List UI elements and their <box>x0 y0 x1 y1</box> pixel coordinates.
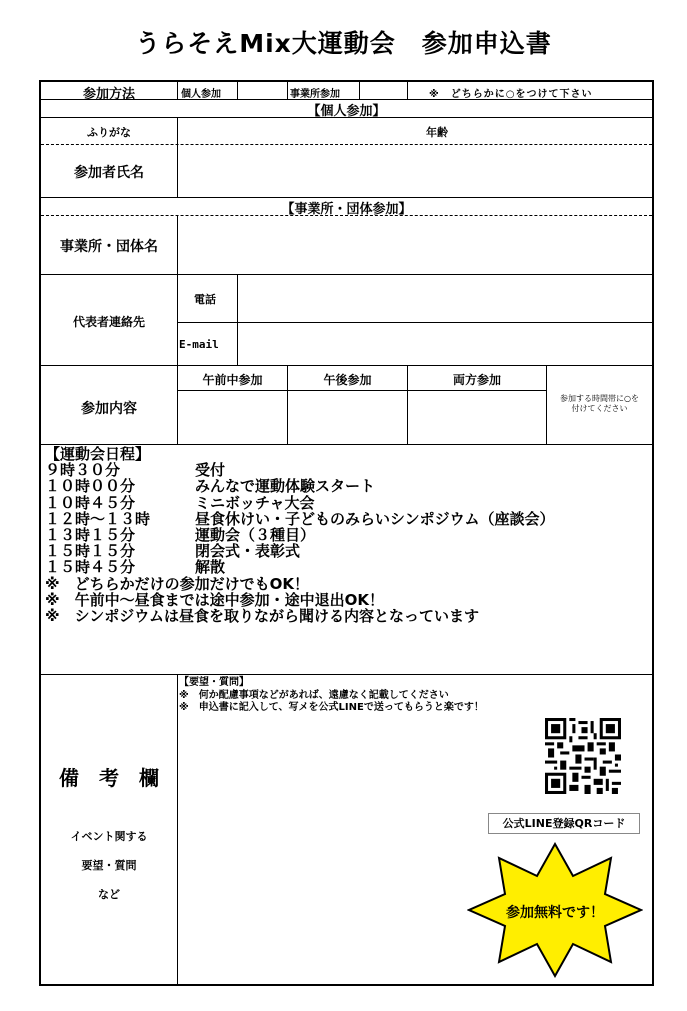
schedule-note: ※ 午前中～昼食までは途中参加・途中退出OK！ <box>45 590 384 609</box>
remarks-notes <box>179 677 484 715</box>
afternoon-label: 午後参加 <box>323 373 372 387</box>
participation-hint-line1: 参加する時間帯に○を <box>560 394 639 403</box>
schedule-item: １０時４５分 ミニボッチャ大会 <box>45 493 315 512</box>
remarks-title: 備 考 欄 <box>59 766 159 790</box>
org-name-label: 事業所・団体名 <box>60 239 158 255</box>
business-option[interactable]: 事業所参加 <box>290 89 340 100</box>
schedule-item: ９時３０分 受付 <box>45 461 226 480</box>
method-note: ※ どちらかに○をつけて下さい <box>429 89 593 100</box>
furigana-field[interactable] <box>178 118 652 144</box>
remarks-note: ※ 申込書に記入して、写メを公式LINEで送ってもらうと楽です！ <box>179 702 484 713</box>
furigana-label: ふりがな <box>87 126 131 139</box>
schedule-item: １０時００分 みんなで運動体験スタート <box>45 477 376 496</box>
schedule-note: ※ どちらかだけの参加だけでもOK！ <box>45 574 309 593</box>
method-label: 参加方法 <box>82 87 135 102</box>
participation-label: 参加内容 <box>81 401 137 417</box>
remarks-sub-3: など <box>98 888 120 901</box>
participant-name-label: 参加者氏名 <box>74 165 144 181</box>
business-section-header: 【事業所・団体参加】 <box>281 202 412 217</box>
schedule-section <box>45 446 554 624</box>
email-label: E-mail <box>179 338 219 351</box>
remarks-sub-2: 要望・質問 <box>81 859 137 872</box>
phone-label: 電話 <box>194 293 216 306</box>
schedule-item: １３時１５分 運動会（３種目） <box>45 526 316 545</box>
schedule-item: １５時１５分 閉会式・表彰式 <box>45 542 301 561</box>
participation-hint <box>547 394 652 414</box>
both-label: 両方参加 <box>452 373 501 387</box>
email-field[interactable] <box>238 323 652 365</box>
qr-code-icon <box>545 718 621 794</box>
qr-code-label: 公式LINE登録QRコード <box>488 813 640 834</box>
application-form <box>39 80 654 986</box>
contact-label: 代表者連絡先 <box>72 315 145 329</box>
schedule-item: １５時４５分 解散 <box>45 558 226 577</box>
participant-name-field[interactable] <box>178 145 652 197</box>
phone-field[interactable] <box>238 275 652 322</box>
schedule-header: 【運動会日程】 <box>45 445 151 463</box>
free-admission-text: 参加無料です！ <box>506 905 604 921</box>
participation-hint-line2: 付けてください <box>571 404 628 413</box>
org-name-field[interactable] <box>178 216 652 274</box>
remarks-field[interactable] <box>178 722 478 982</box>
morning-label: 午前中参加 <box>202 373 263 387</box>
age-label: 年齢 <box>426 126 448 139</box>
morning-field[interactable] <box>178 391 287 444</box>
page-title: うらそえMix大運動会 参加申込書 <box>135 29 552 58</box>
remarks-note: ※ 何か配慮事項などがあれば、遠慮なく記載してください <box>179 689 449 701</box>
both-field[interactable] <box>408 391 546 444</box>
schedule-note: ※ シンポジウムは昼食を取りながら聞ける内容となっています <box>45 607 480 626</box>
individual-option[interactable]: 個人参加 <box>181 89 221 100</box>
schedule-item: １２時～１３時 昼食休けい・子どものみらいシンポジウム（座談会） <box>45 509 555 528</box>
individual-section-header: 【個人参加】 <box>307 104 386 119</box>
remarks-header: 【要望・質問】 <box>179 677 249 688</box>
afternoon-field[interactable] <box>288 391 407 444</box>
remarks-sub-1: イベント関する <box>70 830 148 843</box>
